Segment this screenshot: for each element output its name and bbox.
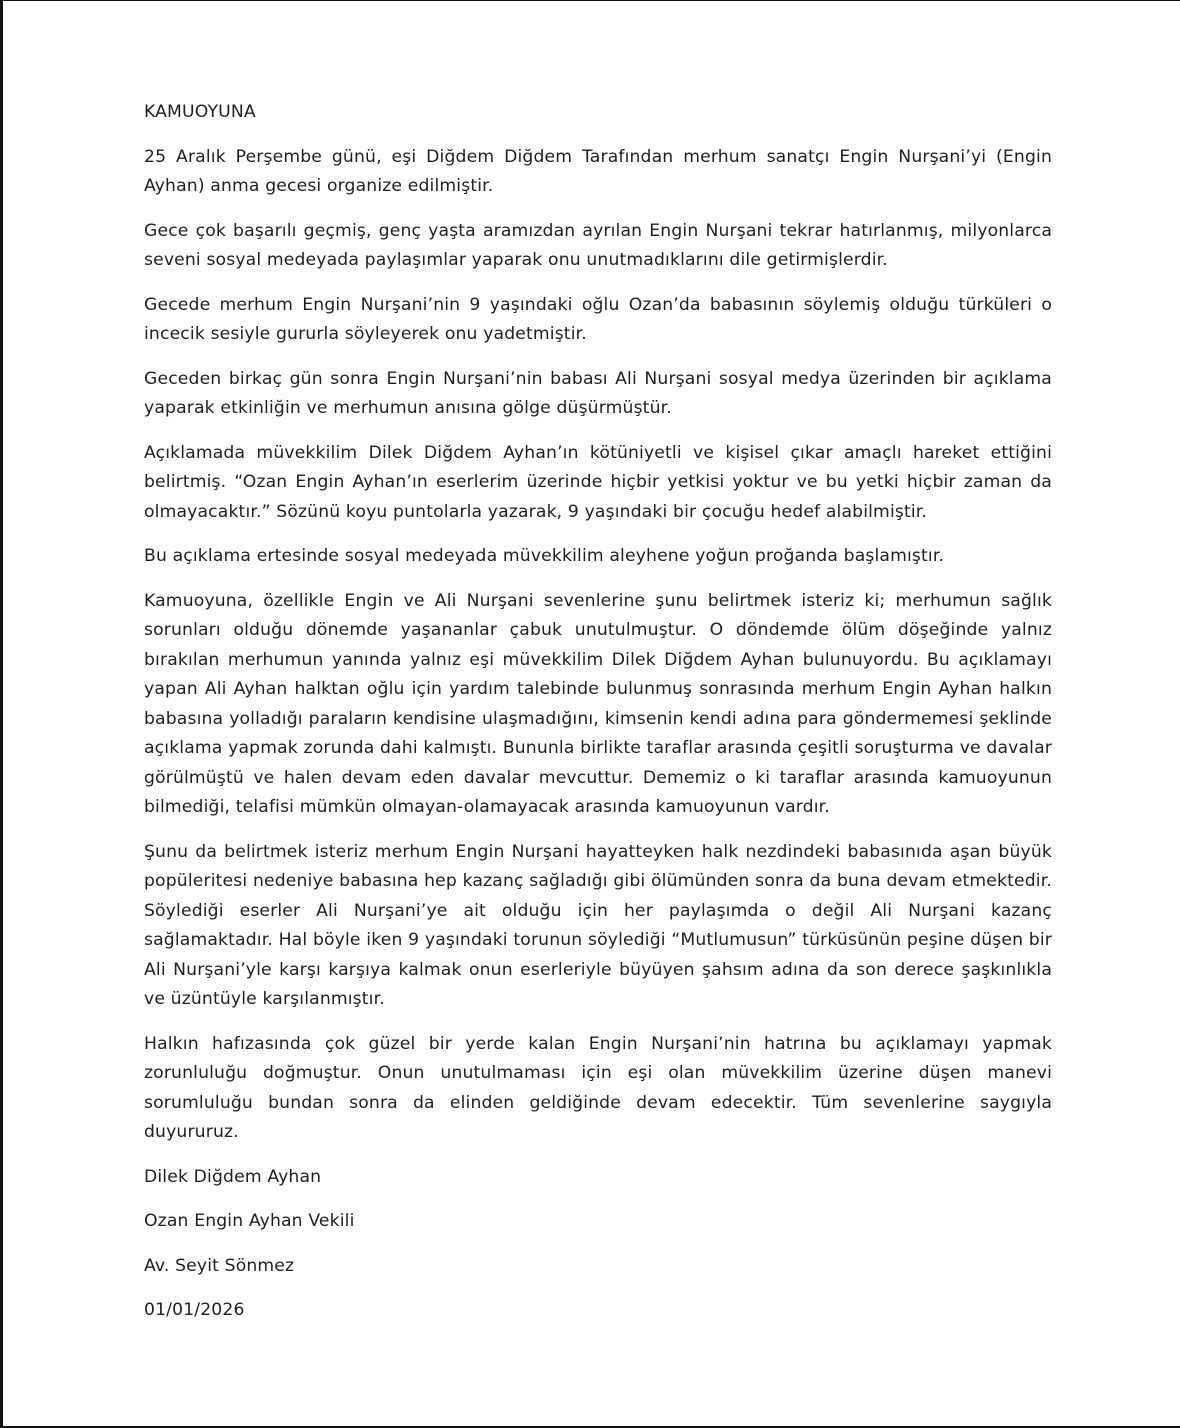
paragraph-7: Kamuoyuna, özellikle Engin ve Ali Nurşani sevenlerine şunu belirtmek isteriz ki; merhumun sağlık sorunları olduğu dönemde yaşananlar çabuk unutulmuştur. O döndemde ölüm döşeğinde yalnız bırakılan merhumun yanında yalnız eşi müvekkilim Dilek Diğdem Ayhan bulunuyordu. Bu açıklamayı yapan Ali Ayhan halktan oğlu için yardım talebinde bulunmuş sonrasında merhum Engin Ayhan halkın babasına yolladığı paraların kendisine ulaşmadığını, kimsenin kendi adına para göndermemesi şeklinde açıklama yapmak zorunda dahi kalmıştı. Bununla birlikte taraflar arasında çeşitli soruşturma ve davalar görülmüştü ve halen devam eden davalar mevcuttur. Dememiz o ki taraflar arasında kamuoyunun bilmediği, telafisi mümkün olmayan-olamayacak arasında kamuoyunun vardır. bbox=[144, 590, 1052, 817]
paragraph-4: Geceden birkaç gün sonra Engin Nurşani’nin babası Ali Nurşani sosyal medya üzerinden bir açıklama yaparak etkinliğin ve merhumun anısına gölge düşürmüştür. bbox=[144, 368, 1052, 418]
paragraph-9: Halkın hafızasında çok güzel bir yerde kalan Engin Nurşani’nin hatrına bu açıklamayı yapmak zorunluluğu doğmuştur. Onun unutulmaması için eşi olan müvekkilim üzerine düşen manevi sorumluluğu bundan sonra da elinden geldiğinde devam edecektir. Tüm sevenlerine saygıyla duyururuz. bbox=[144, 1033, 1052, 1142]
paragraph-6: Bu açıklama ertesinde sosyal medeyada müvekkilim aleyhene yoğun proğanda başlamıştır. bbox=[144, 546, 945, 566]
statement-document bbox=[144, 98, 1052, 1341]
signature-attorney: Av. Seyit Sönmez bbox=[144, 1255, 295, 1276]
signature-role: Ozan Engin Ayhan Vekili bbox=[144, 1211, 355, 1231]
paragraph-5: Açıklamada müvekkilim Dilek Diğdem Ayhan’ın kötüniyetli ve kişisel çıkar amaçlı hareket ettiğini belirtmiş. “Ozan Engin Ayhan’ın eserlerim üzerinde hiçbir yetkisi yoktur ve bu yetki hiçbir zaman da olmayacaktır.” Sözünü koyu puntolarla yazarak, 9 yaşındaki bir çocuğu hedef alabilmiştir. bbox=[144, 442, 1052, 522]
document-heading: KAMUOYUNA bbox=[144, 102, 256, 122]
paragraph-2: Gece çok başarılı geçmiş, genç yaşta aramızdan ayrılan Engin Nurşani tekrar hatırlanmış, milyonlarca seveni sosyal medeyada paylaşımlar yaparak onu unutmadıklarını dile getirmişlerdir. bbox=[144, 220, 1052, 270]
paragraph-8: Şunu da belirtmek isteriz merhum Engin Nurşani hayatteyken halk nezdindeki babasınıda aşan büyük popüleritesi nedeniye babasına hep kazanç sağladığı gibi ölümünden sonra da buna devam etmektedir. Söylediği eserler Ali Nurşani’ye ait olduğu için her paylaşımda o değil Ali Nurşani kazanç sağlamaktadır. Hal böyle iken 9 yaşındaki torunun söylediği “Mutlumusun” türküsünün peşine düşen bir Ali Nurşani’yle karşı karşıya kalmak onun eserleriyle büyüyen şahsım adına da son derece şaşkınlıkla ve üzüntüyle karşılanmıştır. bbox=[144, 841, 1052, 1009]
signature-name: Dilek Diğdem Ayhan bbox=[144, 1166, 322, 1187]
paragraph-3: Gecede merhum Engin Nurşani’nin 9 yaşındaki oğlu Ozan’da babasının söylemiş olduğu türküleri o incecik sesiyle gururla söyleyerek onu yadetmiştir. bbox=[144, 294, 1052, 344]
paragraph-1: 25 Aralık Perşembe günü, eşi Diğdem Diğdem Tarafından merhum sanatçı Engin Nurşani’yi (Engin Ayhan) anma gecesi organize edilmiştir. bbox=[144, 146, 1052, 196]
signature-date: 01/01/2026 bbox=[144, 1300, 245, 1320]
